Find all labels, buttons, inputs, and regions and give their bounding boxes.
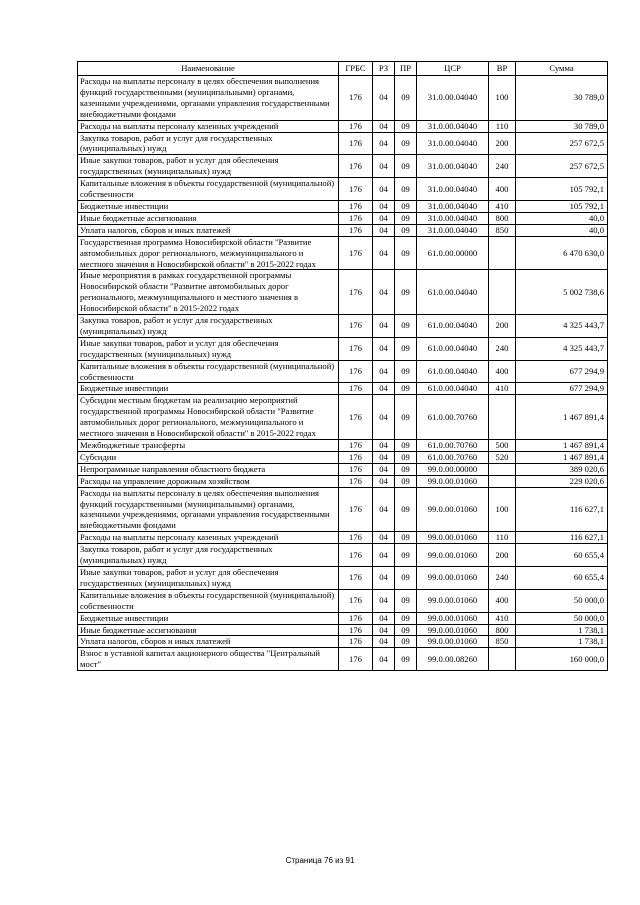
cell-rz: 04 (373, 155, 395, 178)
cell-vr: 400 (489, 178, 516, 201)
table-row (78, 612, 608, 624)
cell-sum: 257 672,5 (516, 155, 608, 178)
cell-grbs: 176 (339, 178, 373, 201)
cell-csr: 61.0.00.00000 (417, 236, 489, 270)
cell-vr (489, 648, 516, 671)
header-name: Наименование (78, 62, 339, 76)
cell-sum: 4 325 443,7 (516, 315, 608, 338)
cell-grbs: 176 (339, 155, 373, 178)
cell-grbs: 176 (339, 440, 373, 452)
cell-grbs: 176 (339, 236, 373, 270)
cell-name: Закупка товаров, работ и услуг для государственных (муниципальных) нужд (78, 315, 339, 338)
cell-vr: 410 (489, 200, 516, 212)
cell-csr: 99.0.00.01060 (417, 487, 489, 532)
cell-name: Взнос в уставной капитал акционерного общества "Центральный мост" (78, 648, 339, 671)
cell-vr: 400 (489, 360, 516, 383)
cell-vr: 850 (489, 636, 516, 648)
cell-vr: 200 (489, 132, 516, 155)
cell-sum: 5 002 738,6 (516, 270, 608, 315)
cell-rz: 04 (373, 566, 395, 589)
cell-vr: 850 (489, 224, 516, 236)
header-sum: Сумма (516, 62, 608, 76)
cell-csr: 31.0.00.04040 (417, 120, 489, 132)
table-row (78, 200, 608, 212)
cell-vr: 200 (489, 544, 516, 567)
table-row (78, 648, 608, 671)
table-row (78, 212, 608, 224)
table-row (78, 120, 608, 132)
cell-csr: 99.0.00.01060 (417, 589, 489, 612)
cell-grbs: 176 (339, 132, 373, 155)
cell-rz: 04 (373, 487, 395, 532)
cell-csr: 31.0.00.04040 (417, 200, 489, 212)
cell-grbs: 176 (339, 636, 373, 648)
table-row (78, 236, 608, 270)
cell-sum: 677 294,9 (516, 383, 608, 395)
cell-grbs: 176 (339, 566, 373, 589)
cell-name: Капитальные вложения в объекты государственной (муниципальной) собственности (78, 360, 339, 383)
cell-name: Расходы на выплаты персоналу казенных учреждений (78, 120, 339, 132)
cell-grbs: 176 (339, 463, 373, 475)
cell-rz: 04 (373, 360, 395, 383)
cell-name: Иные закупки товаров, работ и услуг для обеспечения государственных (муниципальных) нужд (78, 337, 339, 360)
cell-sum: 116 627,1 (516, 532, 608, 544)
cell-pr: 09 (395, 475, 417, 487)
cell-pr: 09 (395, 589, 417, 612)
table-row (78, 566, 608, 589)
cell-grbs: 176 (339, 212, 373, 224)
cell-pr: 09 (395, 236, 417, 270)
cell-rz: 04 (373, 612, 395, 624)
cell-rz: 04 (373, 395, 395, 440)
cell-rz: 04 (373, 178, 395, 201)
cell-vr: 410 (489, 612, 516, 624)
cell-csr: 61.0.00.70760 (417, 395, 489, 440)
cell-pr: 09 (395, 337, 417, 360)
cell-csr: 61.0.00.70760 (417, 451, 489, 463)
table-row (78, 315, 608, 338)
cell-csr: 61.0.00.04040 (417, 315, 489, 338)
cell-rz: 04 (373, 270, 395, 315)
table-row (78, 337, 608, 360)
cell-pr: 09 (395, 624, 417, 636)
cell-name: Уплата налогов, сборов и иных платежей (78, 224, 339, 236)
cell-csr: 99.0.00.01060 (417, 566, 489, 589)
header-pr: ПР (395, 62, 417, 76)
cell-grbs: 176 (339, 270, 373, 315)
cell-grbs: 176 (339, 360, 373, 383)
table-row (78, 475, 608, 487)
cell-csr: 31.0.00.04040 (417, 224, 489, 236)
cell-rz: 04 (373, 315, 395, 338)
cell-pr: 09 (395, 315, 417, 338)
table-row (78, 178, 608, 201)
cell-name: Капитальные вложения в объекты государственной (муниципальной) собственности (78, 589, 339, 612)
cell-grbs: 176 (339, 120, 373, 132)
table-row (78, 360, 608, 383)
cell-pr: 09 (395, 270, 417, 315)
cell-name: Иные бюджетные ассигнования (78, 624, 339, 636)
cell-csr: 61.0.00.04040 (417, 337, 489, 360)
table-body (78, 76, 608, 671)
header-vr: ВР (489, 62, 516, 76)
cell-sum: 50 000,0 (516, 612, 608, 624)
cell-name: Бюджетные инвестиции (78, 612, 339, 624)
cell-sum: 40,0 (516, 212, 608, 224)
cell-sum: 6 470 630,0 (516, 236, 608, 270)
cell-pr: 09 (395, 544, 417, 567)
cell-rz: 04 (373, 532, 395, 544)
cell-grbs: 176 (339, 200, 373, 212)
cell-csr: 99.0.00.01060 (417, 612, 489, 624)
table-row (78, 440, 608, 452)
cell-sum: 30 789,0 (516, 76, 608, 121)
table-row (78, 270, 608, 315)
cell-rz: 04 (373, 212, 395, 224)
table-row (78, 132, 608, 155)
cell-rz: 04 (373, 337, 395, 360)
cell-vr: 200 (489, 315, 516, 338)
cell-grbs: 176 (339, 544, 373, 567)
cell-grbs: 176 (339, 451, 373, 463)
cell-vr (489, 475, 516, 487)
cell-sum: 1 467 891,4 (516, 451, 608, 463)
cell-csr: 99.0.00.01060 (417, 532, 489, 544)
header-grbs: ГРБС (339, 62, 373, 76)
cell-vr: 240 (489, 566, 516, 589)
cell-sum: 30 789,0 (516, 120, 608, 132)
cell-grbs: 176 (339, 337, 373, 360)
cell-vr: 800 (489, 212, 516, 224)
cell-csr: 31.0.00.04040 (417, 155, 489, 178)
cell-pr: 09 (395, 612, 417, 624)
cell-pr: 09 (395, 395, 417, 440)
cell-rz: 04 (373, 475, 395, 487)
cell-sum: 257 672,5 (516, 132, 608, 155)
cell-vr: 100 (489, 76, 516, 121)
header-rz: РЗ (373, 62, 395, 76)
cell-pr: 09 (395, 636, 417, 648)
cell-name: Расходы на управление дорожным хозяйством (78, 475, 339, 487)
cell-pr: 09 (395, 532, 417, 544)
cell-csr: 61.0.00.04040 (417, 270, 489, 315)
cell-rz: 04 (373, 636, 395, 648)
cell-sum: 116 627,1 (516, 487, 608, 532)
cell-vr (489, 236, 516, 270)
cell-grbs: 176 (339, 383, 373, 395)
cell-rz: 04 (373, 624, 395, 636)
cell-name: Межбюджетные трансферты (78, 440, 339, 452)
cell-rz: 04 (373, 463, 395, 475)
cell-sum: 160 000,0 (516, 648, 608, 671)
cell-name: Иные мероприятия в рамках государственной программы Новосибирской области "Развитие автомобильных дорог регионального, межмуниципального и местного значения в Новосибирской области" в 2015-2022 годах (78, 270, 339, 315)
cell-rz: 04 (373, 544, 395, 567)
cell-rz: 04 (373, 451, 395, 463)
table-row (78, 224, 608, 236)
cell-grbs: 176 (339, 589, 373, 612)
cell-csr: 61.0.00.04040 (417, 383, 489, 395)
budget-table (77, 61, 608, 671)
cell-pr: 09 (395, 212, 417, 224)
cell-pr: 09 (395, 132, 417, 155)
cell-sum: 677 294,9 (516, 360, 608, 383)
table-header-row (78, 62, 608, 76)
cell-grbs: 176 (339, 612, 373, 624)
cell-rz: 04 (373, 648, 395, 671)
table-row (78, 589, 608, 612)
cell-name: Капитальные вложения в объекты государственной (муниципальной) собственности (78, 178, 339, 201)
cell-pr: 09 (395, 383, 417, 395)
cell-sum: 389 020,6 (516, 463, 608, 475)
cell-pr: 09 (395, 566, 417, 589)
cell-pr: 09 (395, 360, 417, 383)
cell-rz: 04 (373, 200, 395, 212)
cell-sum: 1 467 891,4 (516, 440, 608, 452)
cell-grbs: 176 (339, 532, 373, 544)
cell-name: Государственная программа Новосибирской области "Развитие автомобильных дорог регионального, межмуниципального и местного значения в Новосибирской области" в 2015-2022 годах (78, 236, 339, 270)
cell-sum: 60 655,4 (516, 544, 608, 567)
cell-vr: 410 (489, 383, 516, 395)
cell-vr: 800 (489, 624, 516, 636)
cell-name: Расходы на выплаты персоналу в целях обеспечения выполнения функций государственными (муниципальными) органами, казенными учреждениями, органами управления государственными внебюджетными фондами (78, 76, 339, 121)
cell-grbs: 176 (339, 315, 373, 338)
cell-name: Уплата налогов, сборов и иных платежей (78, 636, 339, 648)
cell-rz: 04 (373, 120, 395, 132)
cell-pr: 09 (395, 76, 417, 121)
cell-pr: 09 (395, 120, 417, 132)
cell-csr: 31.0.00.04040 (417, 178, 489, 201)
cell-pr: 09 (395, 451, 417, 463)
document-page (77, 61, 607, 671)
cell-sum: 105 792,1 (516, 200, 608, 212)
cell-csr: 31.0.00.04040 (417, 76, 489, 121)
cell-csr: 99.0.00.01060 (417, 636, 489, 648)
cell-name: Закупка товаров, работ и услуг для государственных (муниципальных) нужд (78, 544, 339, 567)
cell-name: Бюджетные инвестиции (78, 200, 339, 212)
cell-vr: 100 (489, 487, 516, 532)
cell-pr: 09 (395, 648, 417, 671)
cell-name: Расходы на выплаты персоналу казенных учреждений (78, 532, 339, 544)
table-row (78, 76, 608, 121)
table-row (78, 544, 608, 567)
cell-sum: 60 655,4 (516, 566, 608, 589)
cell-name: Субсидии (78, 451, 339, 463)
cell-rz: 04 (373, 76, 395, 121)
cell-pr: 09 (395, 487, 417, 532)
cell-sum: 50 000,0 (516, 589, 608, 612)
cell-vr (489, 463, 516, 475)
header-csr: ЦСР (417, 62, 489, 76)
cell-csr: 31.0.00.04040 (417, 132, 489, 155)
cell-grbs: 176 (339, 487, 373, 532)
table-row (78, 624, 608, 636)
cell-sum: 229 020,6 (516, 475, 608, 487)
cell-csr: 99.0.00.08260 (417, 648, 489, 671)
cell-pr: 09 (395, 224, 417, 236)
table-row (78, 451, 608, 463)
cell-rz: 04 (373, 132, 395, 155)
cell-vr: 240 (489, 155, 516, 178)
cell-csr: 61.0.00.70760 (417, 440, 489, 452)
cell-rz: 04 (373, 224, 395, 236)
cell-grbs: 176 (339, 624, 373, 636)
table-row (78, 395, 608, 440)
cell-csr: 99.0.00.01060 (417, 624, 489, 636)
cell-csr: 99.0.00.01060 (417, 475, 489, 487)
cell-pr: 09 (395, 178, 417, 201)
cell-name: Закупка товаров, работ и услуг для государственных (муниципальных) нужд (78, 132, 339, 155)
table-row (78, 463, 608, 475)
cell-name: Бюджетные инвестиции (78, 383, 339, 395)
cell-csr: 31.0.00.04040 (417, 212, 489, 224)
cell-pr: 09 (395, 463, 417, 475)
table-row (78, 155, 608, 178)
cell-rz: 04 (373, 236, 395, 270)
cell-pr: 09 (395, 440, 417, 452)
cell-name: Иные закупки товаров, работ и услуг для обеспечения государственных (муниципальных) нужд (78, 566, 339, 589)
cell-vr (489, 270, 516, 315)
cell-rz: 04 (373, 383, 395, 395)
cell-csr: 99.0.00.01060 (417, 544, 489, 567)
table-row (78, 487, 608, 532)
cell-grbs: 176 (339, 648, 373, 671)
cell-vr (489, 395, 516, 440)
cell-rz: 04 (373, 589, 395, 612)
cell-name: Иные бюджетные ассигнования (78, 212, 339, 224)
cell-grbs: 176 (339, 475, 373, 487)
cell-sum: 1 467 891,4 (516, 395, 608, 440)
cell-sum: 4 325 443,7 (516, 337, 608, 360)
cell-sum: 1 738,1 (516, 636, 608, 648)
cell-vr: 520 (489, 451, 516, 463)
cell-grbs: 176 (339, 395, 373, 440)
table-row (78, 636, 608, 648)
cell-pr: 09 (395, 200, 417, 212)
cell-vr: 240 (489, 337, 516, 360)
cell-vr: 110 (489, 120, 516, 132)
cell-sum: 1 738,1 (516, 624, 608, 636)
cell-grbs: 176 (339, 76, 373, 121)
cell-csr: 99.0.00.00000 (417, 463, 489, 475)
cell-vr: 500 (489, 440, 516, 452)
table-row (78, 383, 608, 395)
cell-grbs: 176 (339, 224, 373, 236)
page-number: Страница 76 из 91 (285, 856, 355, 865)
cell-name: Субсидии местным бюджетам на реализацию мероприятий государственной программы Новосибирской области "Развитие автомобильных дорог регионального, межмуниципального и местного значения в Новосибирской области" в 2015-2022 годах (78, 395, 339, 440)
cell-name: Расходы на выплаты персоналу в целях обеспечения выполнения функций государственными (муниципальными) органами, казенными учреждениями, органами управления государственными внебюджетными фондами (78, 487, 339, 532)
cell-name: Непрограммные направления областного бюджета (78, 463, 339, 475)
cell-sum: 105 792,1 (516, 178, 608, 201)
table-row (78, 532, 608, 544)
cell-pr: 09 (395, 155, 417, 178)
cell-name: Иные закупки товаров, работ и услуг для обеспечения государственных (муниципальных) нужд (78, 155, 339, 178)
cell-rz: 04 (373, 440, 395, 452)
cell-vr: 400 (489, 589, 516, 612)
cell-sum: 40,0 (516, 224, 608, 236)
cell-vr: 110 (489, 532, 516, 544)
cell-csr: 61.0.00.04040 (417, 360, 489, 383)
